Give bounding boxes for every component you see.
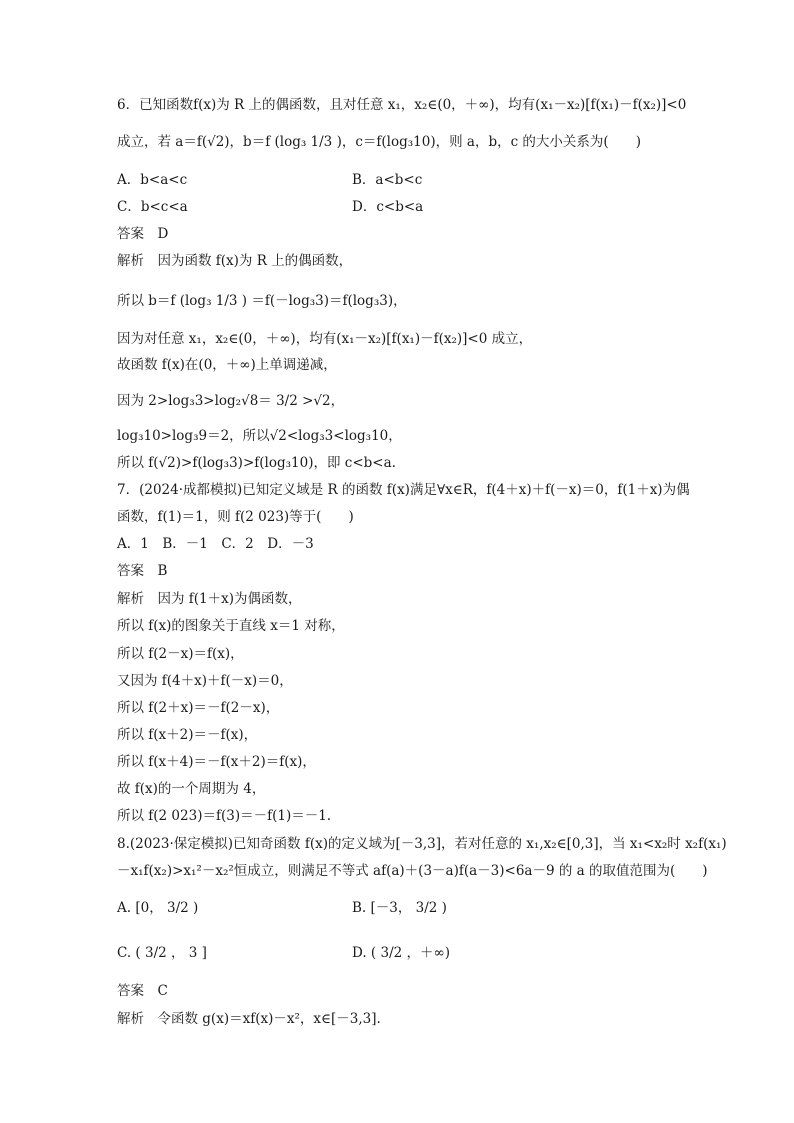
q7-solution-line: 解析 因为 f(1＋x)为偶函数， [117,591,302,607]
q7-stem-line1: 7．(2024·成都模拟)已知定义域是 R 的函数 f(x)满足∀x∈R，f(4＋x)＋f(－x)＝0，f(1＋x)为偶 [117,482,690,498]
q7-solution-line: 又因为 f(4＋x)＋f(－x)＝0， [117,673,293,689]
q6-solution-line: 所以 f(√2)>f(log₃3)>f(log₃10)，即 c<b<a. [117,455,396,471]
q6-solution-line: 所以 b＝f (log₃ 1/3 ) ＝f(－log₃3)＝f(log₃3)， [117,293,407,309]
q7-solution-line: 所以 f(2－x)＝f(x)， [117,646,244,662]
q8-option-d: D. ( 3/2 ，＋∞) [352,945,451,961]
q8-answer: 答案 C [117,983,168,999]
q6-solution-line: 故函数 f(x)在(0，＋∞)上单调递减， [117,357,337,373]
q6-solution-line: 因为 2>log₃3>log₂√8＝ 3/2 >√2， [117,393,345,409]
q8-option-b: B. [－3， 3/2 ) [352,900,447,916]
q6-option-c: C．b<c<a [117,199,188,215]
q6-solution-line: 因为对任意 x₁，x₂∈(0，＋∞)，均有(x₁－x₂)[f(x₁)－f(x₂)]<0 成立， [117,331,533,347]
q7-solution-line: 所以 f(2 023)＝f(3)＝－f(1)＝－1. [117,808,332,824]
q6-answer: 答案 D [117,226,169,242]
q8-stem-line1: 8.(2023·保定模拟)已知奇函数 f(x)的定义域为[－3,3]，若对任意的 x₁,x₂∈[0,3]，当 x₁<x₂时 x₂f(x₁) [117,836,727,852]
q6-option-d: D．c<b<a [352,199,424,215]
q7-solution-line: 所以 f(x＋2)＝－f(x)， [117,727,258,743]
q7-solution-line: 所以 f(2＋x)＝－f(2－x)， [117,700,280,716]
q6-option-b: B．a<b<c [352,172,423,188]
q8-solution-line: 解析 令函数 g(x)＝xf(x)－x²，x∈[－3,3]. [117,1011,381,1027]
q7-answer: 答案 B [117,563,168,579]
q8-option-a: A. [0， 3/2 ) [117,900,199,916]
q7-solution-line: 所以 f(x＋4)＝－f(x＋2)＝f(x)， [117,754,316,770]
q8-option-c: C. ( 3/2 ， 3 ] [117,945,207,961]
q6-solution-line: 解析 因为函数 f(x)为 R 上的偶函数， [117,253,353,269]
q8-stem-line2: －x₁f(x₂)>x₁²－x₂²恒成立，则满足不等式 af(a)＋(3－a)f(a－3)<6a－9 的 a 的取值范围为( ) [117,863,708,879]
q7-solution-line: 所以 f(x)的图象关于直线 x＝1 对称， [117,618,345,634]
q6-option-a: A．b<a<c [117,172,188,188]
q6-solution-line: log₃10>log₃9＝2，所以√2<log₃3<log₃10， [117,428,402,444]
q7-options: A．1 B．－1 C．2 D．－3 [117,536,314,552]
q7-stem-line2: 函数，f(1)＝1，则 f(2 023)等于( ) [117,509,354,525]
q6-stem-line2: 成立，若 a＝f(√2)，b＝f (log₃ 1/3 )，c＝f(log₃10)，则 a，b，c 的大小关系为( ) [117,134,641,150]
q6-stem-line1: 6．已知函数f(x)为 R 上的偶函数，且对任意 x₁，x₂∈(0，＋∞)，均有(x₁－x₂)[f(x₁)－f(x₂)]<0 [117,97,687,113]
q7-solution-line: 故 f(x)的一个周期为 4， [117,781,266,797]
